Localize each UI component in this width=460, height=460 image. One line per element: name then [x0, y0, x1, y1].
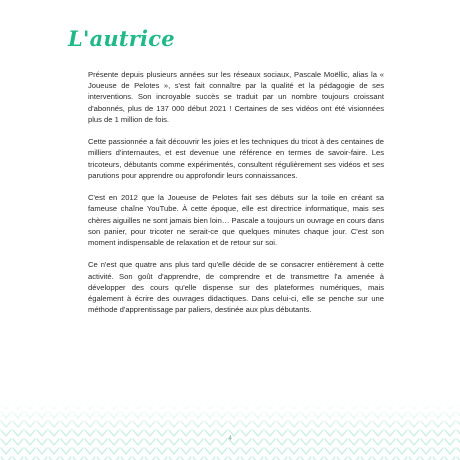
paragraph-intro: Présente depuis plusieurs années sur les réseaux sociaux, Pascale Moëllic, alias la « Joueuse de Pelotes », s'est fait connaître par la qualité et la pédagogie de ses interventions. Son incroyable succès se traduit par un nombre toujours croissant d'abonnés, plus de 137 000 début 2021 ! Certaines de ses vidéos ont été visionnées plus de 1 million de fois. — [88, 70, 384, 124]
paragraph-beginnings: C'est en 2012 que la Joueuse de Pelotes fait ses débuts sur la toile en créant sa fameuse chaîne YouTube. À cette époque, elle est directrice informatique, mais ses chères aiguilles ne sont jamais bien loin… Pascale a toujours un ouvrage en cours dans son panier, pour tricoter ne serait-ce que quelques minutes chaque jour. C'est son moment indispensable de relaxation et de retour sur soi. — [88, 193, 384, 248]
knit-pattern-band — [0, 402, 460, 460]
body-text — [88, 69, 384, 327]
page-number: 4 — [228, 435, 232, 442]
page-heading: L'autrice — [68, 26, 175, 51]
paragraph-career: Ce n'est que quatre ans plus tard qu'elle décide de se consacrer entièrement à cette activité. Son goût d'apprendre, de comprendre et de transmettre l'a amenée à développer des cours qu'elle dispense sur des plateformes numériques, mais également à écrire des ouvrages didactiques. Dans celui-ci, elle se penche sur une méthode d'apprentissage par paliers, destinée aux plus débutants. — [88, 260, 384, 315]
paragraph-passion: Cette passionnée a fait découvrir les joies et les techniques du tricot à des centaines de milliers d'internautes, et est devenue une référence en termes de savoir-faire. Les tricoteurs, débutants comme expérimentés, consultent régulièrement ses vidéos et ses parutions pour apprendre ou approfondir leurs connaissances. — [88, 137, 384, 180]
